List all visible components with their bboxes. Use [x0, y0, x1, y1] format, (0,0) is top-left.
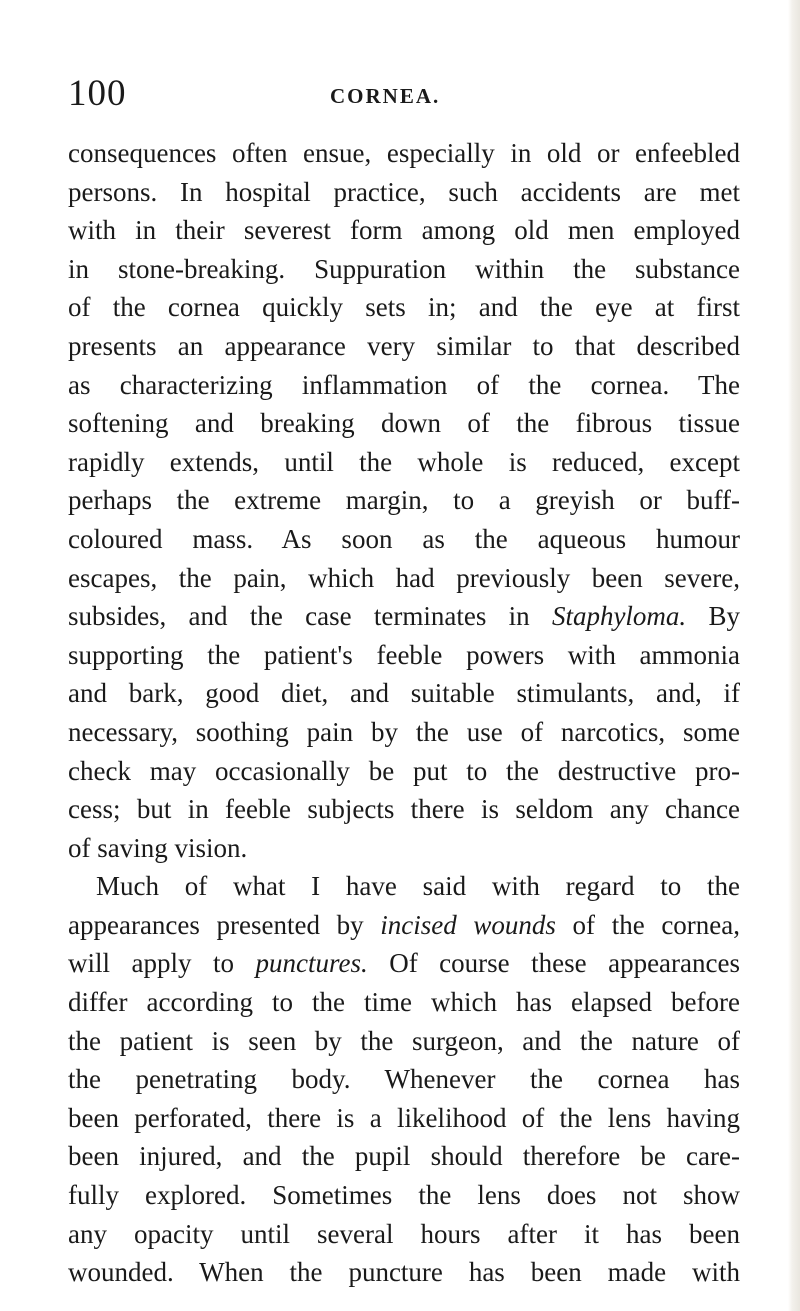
body-text	[68, 134, 740, 1292]
text-line: and bark, good diet, and suitable stimulants, and, if	[68, 678, 740, 709]
text-line: softening and breaking down of the fibrous tissue	[68, 408, 740, 439]
text-line: fully explored. Sometimes the lens does not show	[68, 1180, 740, 1211]
text-line: escapes, the pain, which had previously been severe,	[68, 562, 740, 593]
italic-term: Staphyloma.	[551, 601, 687, 632]
page-header	[68, 74, 748, 114]
text-line: been injured, and the pupil should therefore be care-	[68, 1141, 740, 1172]
text-line: the patient is seen by the surgeon, and the nature of	[68, 1025, 740, 1056]
text-line: Much of what I have said with regard to the	[96, 871, 740, 902]
text-line: coloured mass. As soon as the aqueous humour	[68, 523, 740, 554]
text-line: of saving vision.	[68, 832, 248, 863]
text-line: the penetrating body. Whenever the cornea has	[68, 1064, 740, 1095]
text-line: consequences often ensue, especially in old or enfeebled	[68, 138, 740, 168]
text-line: as characterizing inflammation of the cornea. The	[68, 369, 740, 400]
text-line: persons. In hospital practice, such accidents are met	[68, 176, 740, 207]
text-line: subsides, and the case terminates in Staphyloma. By	[68, 601, 740, 632]
text-line: with in their severest form among old men employed	[68, 215, 740, 246]
text-line: presents an appearance very similar to that described	[68, 330, 740, 361]
text-line: cess; but in feeble subjects there is seldom any chance	[68, 794, 740, 825]
text-line: supporting the patient's feeble powers with ammonia	[68, 639, 740, 670]
running-head: CORNEA.	[330, 84, 441, 108]
text-line: check may occasionally be put to the destructive pro-	[68, 755, 740, 786]
text-line: differ according to the time which has elapsed before	[68, 987, 740, 1018]
text-line: been perforated, there is a likelihood of the lens having	[68, 1102, 740, 1133]
text-line: wounded. When the puncture has been made with	[68, 1257, 740, 1288]
text-line: will apply to punctures. Of course these appearances	[68, 948, 740, 979]
text-line: appearances presented by incised wounds of the cornea,	[68, 909, 741, 940]
text-line: necessary, soothing pain by the use of narcotics, some	[68, 716, 740, 747]
text-line: perhaps the extreme margin, to a greyish or buff-	[68, 485, 740, 516]
italic-term: punctures.	[255, 948, 368, 979]
page-number: 100	[68, 73, 127, 114]
text-line: in stone-breaking. Suppuration within the substance	[68, 253, 740, 284]
text-line: rapidly extends, until the whole is reduced, except	[68, 446, 740, 477]
page-edge-shadow	[788, 0, 800, 1311]
text-line: of the cornea quickly sets in; and the eye at first	[68, 292, 740, 323]
text-line: any opacity until several hours after it has been	[68, 1218, 740, 1249]
italic-term: incised wounds	[380, 909, 556, 940]
